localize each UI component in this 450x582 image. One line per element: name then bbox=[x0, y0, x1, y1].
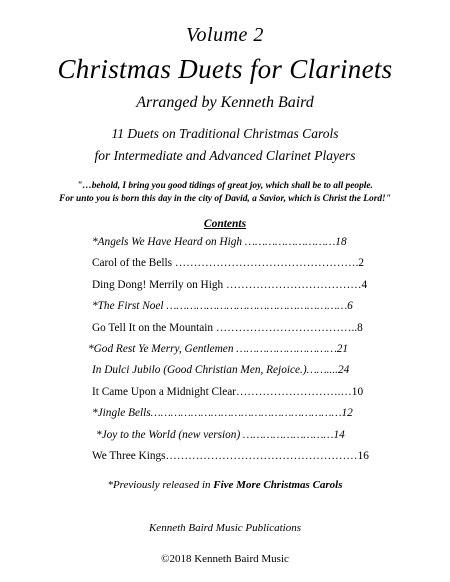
contents-item: We Three Kings……………………………………………16 bbox=[92, 450, 369, 462]
contents-item: Go Tell It on the Mountain ………………………………..8 bbox=[92, 321, 363, 334]
contents-item: *Joy to the World (new version) ………………………14 bbox=[96, 428, 345, 441]
contents-item: *Jingle Bells…………………………………………………12 bbox=[92, 407, 353, 420]
contents-item: Carol of the Bells ………………………………………….2 bbox=[92, 257, 365, 270]
copyright-line: ©2018 Kenneth Baird Music bbox=[161, 553, 289, 565]
contents-item: In Dulci Jubilo (Good Christian Men, Rejoice.)……....24 bbox=[92, 364, 350, 377]
subtitle-line-2: for Intermediate and Advanced Clarinet Players bbox=[94, 148, 356, 163]
arranger-line: Arranged by Kenneth Baird bbox=[136, 94, 314, 111]
footnote-prefix: *Previously released in bbox=[107, 479, 214, 491]
contents-item: It Came Upon a Midnight Clear……………………….…10 bbox=[92, 385, 364, 398]
footnote bbox=[0, 479, 450, 491]
quote-line-2: For unto you is born this day in the city of David, a Savior, which is Christ the Lord!" bbox=[59, 194, 391, 204]
scripture-quote bbox=[0, 180, 450, 206]
volume-label: Volume 2 bbox=[186, 24, 264, 46]
contents-item: Ding Dong! Merrily on High ………………………………4 bbox=[92, 278, 368, 291]
subtitle-line-1: 11 Duets on Traditional Christmas Carols bbox=[111, 126, 339, 141]
contents-item: *Angels We Have Heard on High ………………………18 bbox=[92, 236, 347, 248]
contents-heading: Contents bbox=[203, 218, 247, 230]
contents-item: *God Rest Ye Merry, Gentlemen …………………………21 bbox=[88, 343, 349, 355]
contents-item: *The First Noel ………………………………………………6 bbox=[92, 300, 353, 313]
quote-line-1: "…behold, I bring you good tidings of great joy, which shall be to all people. bbox=[77, 181, 373, 191]
book-title: Christmas Duets for Clarinets bbox=[57, 54, 393, 84]
publisher-line: Kenneth Baird Music Publications bbox=[148, 522, 302, 534]
footnote-emphasis: Five More Christmas Carols bbox=[213, 479, 343, 491]
